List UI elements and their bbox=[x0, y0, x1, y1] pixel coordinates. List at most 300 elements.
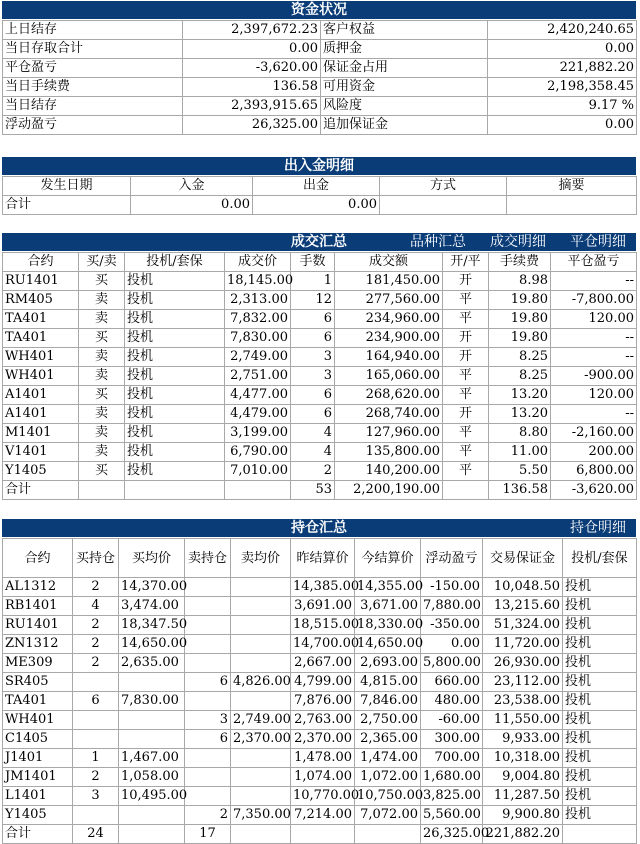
position-hedge: 投机 bbox=[563, 711, 637, 730]
position-margin: 10,318.00 bbox=[483, 749, 563, 768]
position-float-pnl: 0.00 bbox=[421, 635, 483, 654]
position-today-settle: 1,072.00 bbox=[355, 768, 421, 787]
position-sell-qty bbox=[185, 578, 231, 597]
position-contract: RU1401 bbox=[3, 616, 73, 635]
funds-label: 保证金占用 bbox=[321, 59, 488, 78]
position-row bbox=[3, 787, 637, 806]
trade-contract: TA401 bbox=[3, 329, 79, 348]
inout-total-method bbox=[380, 196, 507, 215]
position-contract: J1401 bbox=[3, 749, 73, 768]
funds-label: 上日结存 bbox=[3, 21, 183, 40]
position-sell-qty bbox=[185, 749, 231, 768]
funds-value: 136.58 bbox=[183, 78, 321, 97]
position-hedge: 投机 bbox=[563, 806, 637, 825]
trades-col-fee: 手续费 bbox=[489, 253, 551, 272]
trade-hedge: 投机 bbox=[125, 272, 225, 291]
position-hedge: 投机 bbox=[563, 749, 637, 768]
funds-value: 2,397,672.23 bbox=[183, 21, 321, 40]
position-row bbox=[3, 749, 637, 768]
positions-col-prev-settle: 昨结算价 bbox=[291, 539, 355, 578]
trade-fee: 19.80 bbox=[489, 329, 551, 348]
position-sell-avg: 2,370.00 bbox=[231, 730, 291, 749]
trade-row bbox=[3, 291, 637, 310]
inout-table bbox=[2, 176, 637, 215]
position-contract: WH401 bbox=[3, 711, 73, 730]
trade-price: 3,199.00 bbox=[225, 424, 291, 443]
trade-hedge: 投机 bbox=[125, 443, 225, 462]
position-buy-qty: 1 bbox=[73, 749, 119, 768]
positions-title: 持仓汇总 bbox=[291, 520, 347, 536]
positions-col-buy-avg: 买均价 bbox=[119, 539, 185, 578]
position-prev-settle: 7,876.00 bbox=[291, 692, 355, 711]
trade-pnl: -- bbox=[551, 272, 637, 291]
positions-col-contract: 合约 bbox=[3, 539, 73, 578]
trade-fee: 19.80 bbox=[489, 310, 551, 329]
trade-price: 2,749.00 bbox=[225, 348, 291, 367]
positions-total-empty bbox=[119, 825, 185, 844]
trade-fee: 13.20 bbox=[489, 386, 551, 405]
inout-header bbox=[2, 157, 636, 175]
positions-col-margin: 交易保证金 bbox=[483, 539, 563, 578]
trade-hedge: 投机 bbox=[125, 405, 225, 424]
position-sell-qty: 6 bbox=[185, 730, 231, 749]
trades-total-amount: 2,200,190.00 bbox=[335, 481, 443, 500]
funds-label: 客户权益 bbox=[321, 21, 488, 40]
position-contract: Y1405 bbox=[3, 806, 73, 825]
positions-col-hedge: 投机/套保 bbox=[563, 539, 637, 578]
trade-pnl: 120.00 bbox=[551, 386, 637, 405]
funds-row bbox=[3, 78, 637, 97]
position-buy-qty: 3 bbox=[73, 787, 119, 806]
positions-total-label: 合计 bbox=[3, 825, 73, 844]
funds-row bbox=[3, 59, 637, 78]
positions-total-empty bbox=[563, 825, 637, 844]
positions-total-buy: 24 bbox=[73, 825, 119, 844]
position-float-pnl: 700.00 bbox=[421, 749, 483, 768]
inout-total-label: 合计 bbox=[3, 196, 131, 215]
trade-row bbox=[3, 443, 637, 462]
trade-openclose: 平 bbox=[443, 424, 489, 443]
trade-amount: 127,960.00 bbox=[335, 424, 443, 443]
funds-table bbox=[2, 20, 637, 135]
positions-total-empty bbox=[291, 825, 355, 844]
trade-fee: 8.80 bbox=[489, 424, 551, 443]
position-margin: 13,215.60 bbox=[483, 597, 563, 616]
funds-value: 2,393,915.65 bbox=[183, 97, 321, 116]
position-sell-avg bbox=[231, 616, 291, 635]
position-sell-qty: 2 bbox=[185, 806, 231, 825]
inout-total-row bbox=[3, 196, 637, 215]
position-row bbox=[3, 597, 637, 616]
positions-col-sell-avg: 卖均价 bbox=[231, 539, 291, 578]
trades-total-label: 合计 bbox=[3, 481, 79, 500]
trades-total-empty bbox=[443, 481, 489, 500]
position-sell-qty: 3 bbox=[185, 711, 231, 730]
funds-row bbox=[3, 21, 637, 40]
trade-openclose: 开 bbox=[443, 405, 489, 424]
position-sell-qty bbox=[185, 787, 231, 806]
position-prev-settle: 7,214.00 bbox=[291, 806, 355, 825]
funds-row bbox=[3, 97, 637, 116]
funds-value: -3,620.00 bbox=[183, 59, 321, 78]
trade-lots: 4 bbox=[291, 443, 335, 462]
position-today-settle: 4,815.00 bbox=[355, 673, 421, 692]
trade-openclose: 开 bbox=[443, 348, 489, 367]
trade-side: 卖 bbox=[79, 348, 125, 367]
trade-pnl: -900.00 bbox=[551, 367, 637, 386]
position-contract: AL1312 bbox=[3, 578, 73, 597]
inout-col-out: 出金 bbox=[253, 177, 380, 196]
position-buy-avg: 7,830.00 bbox=[119, 692, 185, 711]
position-margin: 10,048.50 bbox=[483, 578, 563, 597]
position-sell-avg: 2,749.00 bbox=[231, 711, 291, 730]
position-buy-avg: 14,370.00 bbox=[119, 578, 185, 597]
position-today-settle: 14,650.00 bbox=[355, 635, 421, 654]
position-hedge: 投机 bbox=[563, 768, 637, 787]
positions-header bbox=[2, 519, 636, 537]
position-float-pnl: -150.00 bbox=[421, 578, 483, 597]
position-hedge: 投机 bbox=[563, 787, 637, 806]
funds-row bbox=[3, 116, 637, 135]
position-float-pnl: -350.00 bbox=[421, 616, 483, 635]
position-contract: RB1401 bbox=[3, 597, 73, 616]
position-margin: 9,933.00 bbox=[483, 730, 563, 749]
position-sell-qty bbox=[185, 654, 231, 673]
funds-section bbox=[2, 1, 636, 141]
trade-fee: 8.98 bbox=[489, 272, 551, 291]
position-buy-qty bbox=[73, 730, 119, 749]
position-buy-avg: 14,650.00 bbox=[119, 635, 185, 654]
position-today-settle: 2,693.00 bbox=[355, 654, 421, 673]
trade-side: 卖 bbox=[79, 405, 125, 424]
trade-openclose: 平 bbox=[443, 386, 489, 405]
trade-lots: 6 bbox=[291, 310, 335, 329]
position-sell-avg bbox=[231, 768, 291, 787]
trade-price: 4,479.00 bbox=[225, 405, 291, 424]
position-hedge: 投机 bbox=[563, 578, 637, 597]
trades-col-price: 成交价 bbox=[225, 253, 291, 272]
trade-row bbox=[3, 424, 637, 443]
trade-price: 2,313.00 bbox=[225, 291, 291, 310]
trade-pnl: -- bbox=[551, 329, 637, 348]
trade-row bbox=[3, 310, 637, 329]
position-row bbox=[3, 654, 637, 673]
position-prev-settle: 1,478.00 bbox=[291, 749, 355, 768]
trades-col-amount: 成交额 bbox=[335, 253, 443, 272]
trades-col-contract: 合约 bbox=[3, 253, 79, 272]
trade-amount: 140,200.00 bbox=[335, 462, 443, 481]
inout-title: 出入金明细 bbox=[284, 158, 354, 174]
trade-row bbox=[3, 386, 637, 405]
trade-lots: 1 bbox=[291, 272, 335, 291]
position-sell-qty bbox=[185, 692, 231, 711]
position-row bbox=[3, 768, 637, 787]
trade-side: 买 bbox=[79, 272, 125, 291]
trade-contract: TA401 bbox=[3, 310, 79, 329]
trade-openclose: 开 bbox=[443, 272, 489, 291]
trades-header bbox=[2, 233, 636, 251]
trade-pnl: -7,800.00 bbox=[551, 291, 637, 310]
funds-label: 追加保证金 bbox=[321, 116, 488, 135]
trades-link-close-detail[interactable]: 平仓明细 bbox=[570, 234, 626, 250]
position-hedge: 投机 bbox=[563, 597, 637, 616]
trade-amount: 268,620.00 bbox=[335, 386, 443, 405]
position-prev-settle: 4,799.00 bbox=[291, 673, 355, 692]
position-hedge: 投机 bbox=[563, 692, 637, 711]
position-margin: 26,930.00 bbox=[483, 654, 563, 673]
position-prev-settle: 1,074.00 bbox=[291, 768, 355, 787]
trade-fee: 11.00 bbox=[489, 443, 551, 462]
positions-total-margin: 221,882.20 bbox=[483, 825, 563, 844]
inout-col-date: 发生日期 bbox=[3, 177, 131, 196]
position-today-settle: 10,750.00 bbox=[355, 787, 421, 806]
positions-link-detail[interactable]: 持仓明细 bbox=[570, 520, 626, 536]
position-today-settle: 1,474.00 bbox=[355, 749, 421, 768]
position-buy-avg bbox=[119, 673, 185, 692]
trade-hedge: 投机 bbox=[125, 386, 225, 405]
trade-side: 卖 bbox=[79, 310, 125, 329]
position-contract: L1401 bbox=[3, 787, 73, 806]
trades-total-fee: 136.58 bbox=[489, 481, 551, 500]
trade-pnl: -2,160.00 bbox=[551, 424, 637, 443]
position-contract: TA401 bbox=[3, 692, 73, 711]
trade-contract: V1401 bbox=[3, 443, 79, 462]
trades-col-pnl: 平仓盈亏 bbox=[551, 253, 637, 272]
position-contract: SR405 bbox=[3, 673, 73, 692]
funds-label: 可用资金 bbox=[321, 78, 488, 97]
position-prev-settle: 2,667.00 bbox=[291, 654, 355, 673]
trade-amount: 164,940.00 bbox=[335, 348, 443, 367]
inout-col-memo: 摘要 bbox=[507, 177, 637, 196]
position-row bbox=[3, 635, 637, 654]
trade-row bbox=[3, 462, 637, 481]
position-prev-settle: 2,370.00 bbox=[291, 730, 355, 749]
funds-label: 平仓盈亏 bbox=[3, 59, 183, 78]
position-buy-qty: 6 bbox=[73, 692, 119, 711]
trade-openclose: 平 bbox=[443, 462, 489, 481]
funds-value: 9.17 % bbox=[488, 97, 637, 116]
positions-total-empty bbox=[231, 825, 291, 844]
position-sell-avg bbox=[231, 692, 291, 711]
position-row bbox=[3, 616, 637, 635]
position-float-pnl: 7,880.00 bbox=[421, 597, 483, 616]
trades-link-trade-detail[interactable]: 成交明细 bbox=[490, 234, 546, 250]
position-today-settle: 14,355.00 bbox=[355, 578, 421, 597]
trade-price: 2,751.00 bbox=[225, 367, 291, 386]
position-sell-avg bbox=[231, 635, 291, 654]
position-row bbox=[3, 673, 637, 692]
position-float-pnl: 660.00 bbox=[421, 673, 483, 692]
funds-label: 质押金 bbox=[321, 40, 488, 59]
position-buy-avg: 1,467.00 bbox=[119, 749, 185, 768]
position-prev-settle: 14,700.00 bbox=[291, 635, 355, 654]
trade-price: 7,010.00 bbox=[225, 462, 291, 481]
funds-value: 26,325.00 bbox=[183, 116, 321, 135]
trade-hedge: 投机 bbox=[125, 310, 225, 329]
trade-amount: 268,740.00 bbox=[335, 405, 443, 424]
position-row bbox=[3, 692, 637, 711]
position-float-pnl: 3,825.00 bbox=[421, 787, 483, 806]
trade-openclose: 平 bbox=[443, 367, 489, 386]
position-hedge: 投机 bbox=[563, 654, 637, 673]
positions-total-empty bbox=[355, 825, 421, 844]
position-today-settle: 7,846.00 bbox=[355, 692, 421, 711]
positions-header-row bbox=[3, 539, 637, 578]
position-buy-qty bbox=[73, 673, 119, 692]
position-sell-qty bbox=[185, 616, 231, 635]
funds-header bbox=[2, 1, 636, 19]
trade-fee: 8.25 bbox=[489, 348, 551, 367]
trade-lots: 6 bbox=[291, 329, 335, 348]
funds-label: 当日存取合计 bbox=[3, 40, 183, 59]
trade-hedge: 投机 bbox=[125, 367, 225, 386]
trade-lots: 3 bbox=[291, 367, 335, 386]
trade-fee: 8.25 bbox=[489, 367, 551, 386]
position-float-pnl: 5,800.00 bbox=[421, 654, 483, 673]
trade-side: 买 bbox=[79, 386, 125, 405]
funds-value: 0.00 bbox=[488, 116, 637, 135]
position-hedge: 投机 bbox=[563, 730, 637, 749]
position-sell-avg bbox=[231, 597, 291, 616]
position-margin: 9,900.80 bbox=[483, 806, 563, 825]
trades-col-hedge: 投机/套保 bbox=[125, 253, 225, 272]
position-buy-qty: 2 bbox=[73, 616, 119, 635]
position-sell-avg bbox=[231, 787, 291, 806]
trades-header-row bbox=[3, 253, 637, 272]
positions-table bbox=[2, 538, 637, 844]
funds-value: 2,420,240.65 bbox=[488, 21, 637, 40]
positions-col-buy-qty: 买持仓 bbox=[73, 539, 119, 578]
trade-fee: 5.50 bbox=[489, 462, 551, 481]
position-buy-qty: 2 bbox=[73, 768, 119, 787]
trade-fee: 19.80 bbox=[489, 291, 551, 310]
trade-contract: RU1401 bbox=[3, 272, 79, 291]
position-sell-qty bbox=[185, 635, 231, 654]
funds-value: 2,198,358.45 bbox=[488, 78, 637, 97]
position-buy-avg bbox=[119, 711, 185, 730]
trade-row bbox=[3, 348, 637, 367]
position-sell-avg: 4,826.00 bbox=[231, 673, 291, 692]
position-row bbox=[3, 578, 637, 597]
trade-pnl: 6,800.00 bbox=[551, 462, 637, 481]
trade-openclose: 开 bbox=[443, 329, 489, 348]
position-today-settle: 2,365.00 bbox=[355, 730, 421, 749]
trades-total-empty bbox=[225, 481, 291, 500]
trade-pnl: -- bbox=[551, 348, 637, 367]
trade-side: 卖 bbox=[79, 291, 125, 310]
position-buy-qty: 4 bbox=[73, 597, 119, 616]
position-float-pnl: 300.00 bbox=[421, 730, 483, 749]
positions-total-sell: 17 bbox=[185, 825, 231, 844]
position-buy-avg: 18,347.50 bbox=[119, 616, 185, 635]
trade-side: 买 bbox=[79, 462, 125, 481]
trade-pnl: 120.00 bbox=[551, 310, 637, 329]
positions-col-sell-qty: 卖持仓 bbox=[185, 539, 231, 578]
trades-total-pnl: -3,620.00 bbox=[551, 481, 637, 500]
trade-price: 4,477.00 bbox=[225, 386, 291, 405]
position-sell-avg bbox=[231, 654, 291, 673]
trade-contract: Y1405 bbox=[3, 462, 79, 481]
position-margin: 23,538.00 bbox=[483, 692, 563, 711]
trade-price: 7,830.00 bbox=[225, 329, 291, 348]
trade-contract: A1401 bbox=[3, 405, 79, 424]
inout-total-out: 0.00 bbox=[253, 196, 380, 215]
funds-row bbox=[3, 40, 637, 59]
positions-section bbox=[2, 519, 636, 841]
funds-label: 浮动盈亏 bbox=[3, 116, 183, 135]
trade-contract: WH401 bbox=[3, 348, 79, 367]
position-hedge: 投机 bbox=[563, 616, 637, 635]
trade-amount: 181,450.00 bbox=[335, 272, 443, 291]
trade-side: 卖 bbox=[79, 424, 125, 443]
trades-total-empty bbox=[125, 481, 225, 500]
trade-fee: 13.20 bbox=[489, 405, 551, 424]
position-margin: 11,287.50 bbox=[483, 787, 563, 806]
trade-lots: 6 bbox=[291, 386, 335, 405]
position-sell-qty bbox=[185, 768, 231, 787]
trade-price: 7,832.00 bbox=[225, 310, 291, 329]
position-contract: ME309 bbox=[3, 654, 73, 673]
position-buy-avg: 2,635.00 bbox=[119, 654, 185, 673]
position-sell-avg bbox=[231, 578, 291, 597]
inout-section bbox=[2, 157, 636, 217]
trades-link-variety-summary[interactable]: 品种汇总 bbox=[410, 234, 466, 250]
trade-hedge: 投机 bbox=[125, 462, 225, 481]
position-today-settle: 3,671.00 bbox=[355, 597, 421, 616]
funds-label: 当日结存 bbox=[3, 97, 183, 116]
position-prev-settle: 10,770.00 bbox=[291, 787, 355, 806]
trades-col-lots: 手数 bbox=[291, 253, 335, 272]
trade-hedge: 投机 bbox=[125, 291, 225, 310]
trades-col-side: 买/卖 bbox=[79, 253, 125, 272]
position-prev-settle: 2,763.00 bbox=[291, 711, 355, 730]
trades-table bbox=[2, 252, 637, 500]
inout-col-in: 入金 bbox=[131, 177, 253, 196]
trades-title: 成交汇总 bbox=[291, 234, 347, 250]
trade-contract: A1401 bbox=[3, 386, 79, 405]
trade-hedge: 投机 bbox=[125, 329, 225, 348]
trades-total-empty bbox=[79, 481, 125, 500]
trade-row bbox=[3, 272, 637, 291]
trade-pnl: 200.00 bbox=[551, 443, 637, 462]
funds-title: 资金状况 bbox=[291, 2, 347, 18]
position-prev-settle: 18,515.00 bbox=[291, 616, 355, 635]
position-buy-avg: 3,474.00 bbox=[119, 597, 185, 616]
trade-side: 卖 bbox=[79, 443, 125, 462]
trade-openclose: 平 bbox=[443, 291, 489, 310]
trade-lots: 6 bbox=[291, 405, 335, 424]
trade-pnl: -- bbox=[551, 405, 637, 424]
position-margin: 11,720.00 bbox=[483, 635, 563, 654]
trade-row bbox=[3, 367, 637, 386]
position-buy-qty bbox=[73, 806, 119, 825]
trade-side: 卖 bbox=[79, 367, 125, 386]
positions-total-float: 26,325.00 bbox=[421, 825, 483, 844]
positions-col-float-pnl: 浮动盈亏 bbox=[421, 539, 483, 578]
position-margin: 51,324.00 bbox=[483, 616, 563, 635]
inout-col-method: 方式 bbox=[380, 177, 507, 196]
position-contract: JM1401 bbox=[3, 768, 73, 787]
positions-col-today-settle: 今结算价 bbox=[355, 539, 421, 578]
position-float-pnl: -60.00 bbox=[421, 711, 483, 730]
position-today-settle: 18,330.00 bbox=[355, 616, 421, 635]
position-buy-qty: 2 bbox=[73, 578, 119, 597]
position-buy-qty: 2 bbox=[73, 654, 119, 673]
trade-lots: 3 bbox=[291, 348, 335, 367]
position-sell-avg bbox=[231, 749, 291, 768]
position-contract: ZN1312 bbox=[3, 635, 73, 654]
position-prev-settle: 14,385.00 bbox=[291, 578, 355, 597]
